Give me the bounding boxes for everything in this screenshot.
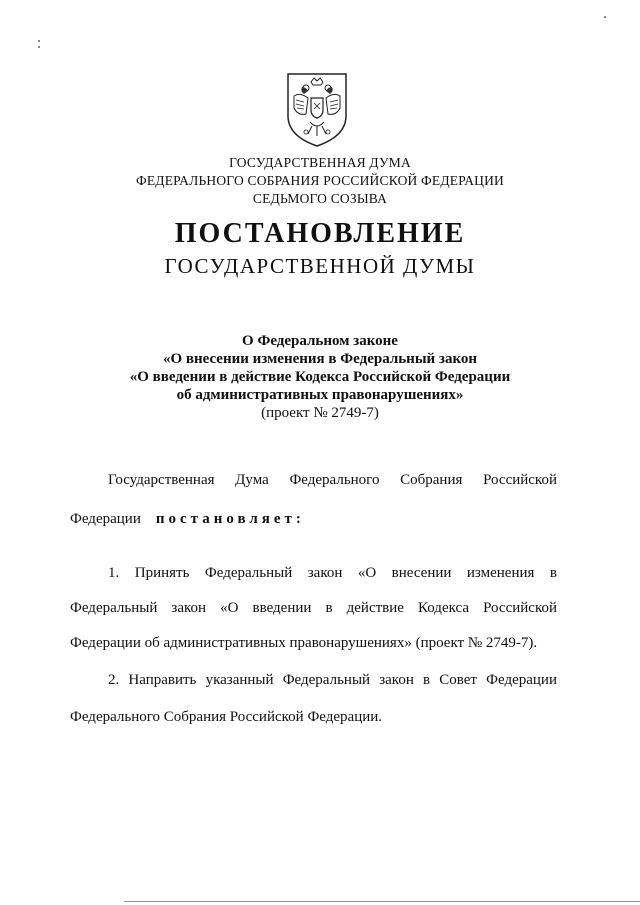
intro-word-federation: Федерации — [70, 511, 141, 527]
header-line-1: ГОСУДАРСТВЕННАЯ ДУМА — [229, 155, 411, 170]
item-1-line-2: Федеральный закон «О введении в действие Кодекса Российской — [70, 600, 557, 616]
law-title-line-4: об административных правонарушениях» — [176, 387, 464, 403]
scan-speck — [38, 40, 40, 42]
project-number: (проект № 2749-7) — [261, 405, 379, 421]
item-2-line-1: 2. Направить указанный Федеральный закон в Совет Федерации — [108, 672, 557, 688]
coat-of-arms-emblem — [284, 70, 350, 148]
item-1-line-3: Федерации об административных правонарушениях» (проект № 2749-7). — [70, 635, 538, 651]
law-title-line-2: «О внесении изменения в Федеральный закон — [162, 351, 478, 367]
item-2-line-2: Федерального Собрания Российской Федерации. — [70, 709, 383, 725]
document-title: ПОСТАНОВЛЕНИЕ — [174, 218, 466, 249]
header-line-3: СЕДЬМОГО СОЗЫВА — [252, 191, 388, 206]
scan-bottom-edge — [124, 901, 640, 902]
law-title-line-3: «О введении в действие Кодекса Российской Федерации — [129, 369, 511, 385]
law-title-line-1: О Федеральном законе — [242, 333, 398, 349]
scan-speck — [38, 46, 40, 48]
intro-line-2 — [70, 511, 305, 528]
document-subtitle: ГОСУДАРСТВЕННОЙ ДУМЫ — [164, 254, 476, 278]
item-1-line-1: 1. Принять Федеральный закон «О внесении изменения в — [108, 565, 557, 581]
intro-line-1: Государственная Дума Федерального Собрания Российской — [108, 472, 557, 488]
intro-resolves: постановляет: — [155, 511, 305, 527]
header-line-2: ФЕДЕРАЛЬНОГО СОБРАНИЯ РОССИЙСКОЙ ФЕДЕРАЦИИ — [136, 173, 504, 188]
scan-speck — [604, 16, 606, 18]
